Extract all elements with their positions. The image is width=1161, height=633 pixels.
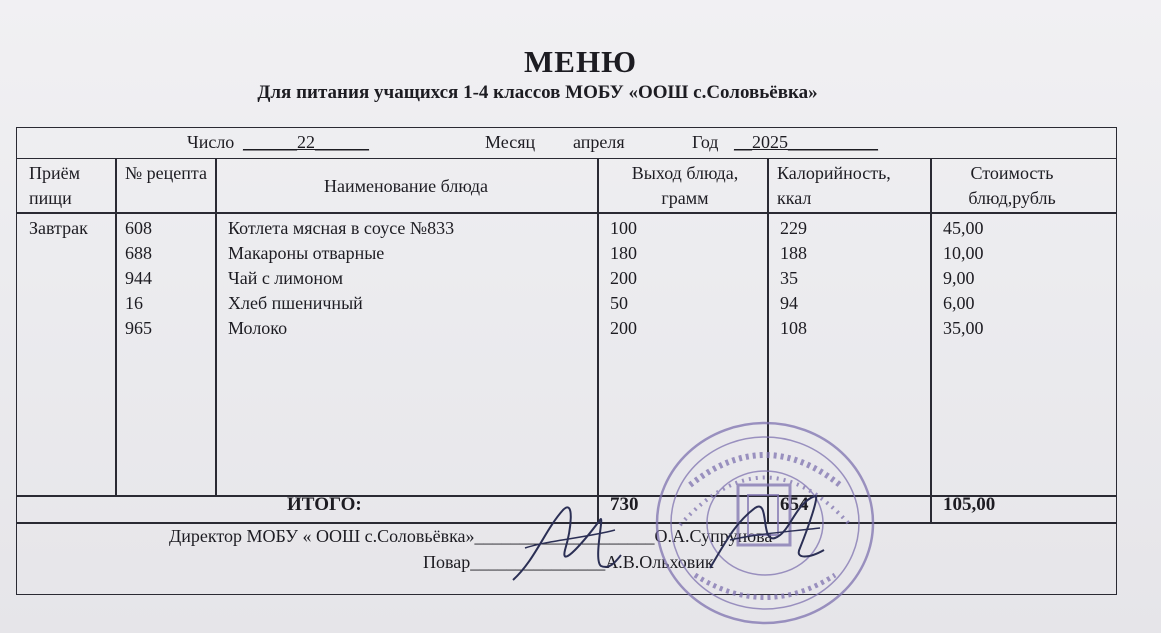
cost-value: 45,00 (943, 218, 984, 238)
calories-column (780, 216, 807, 341)
cook-signature-line (423, 552, 714, 573)
yield-value: 200 (610, 268, 637, 288)
column-divider (215, 158, 217, 495)
day-value: ______22______ (243, 132, 369, 152)
day-label: Число (187, 132, 235, 152)
recipe-number: 944 (125, 268, 152, 288)
calories-value: 35 (780, 268, 798, 288)
dish-name: Молоко (228, 318, 288, 338)
header-divider (17, 212, 1116, 214)
cook-title: Повар (423, 552, 471, 572)
yield-value: 180 (610, 243, 637, 263)
dish-name: Чай с лимоном (228, 268, 343, 288)
column-divider (115, 158, 117, 495)
total-bottom-divider (17, 522, 1116, 524)
page-subtitle: Для питания учащихся 1-4 классов МОБУ «ООШ с.Соловьёвка» (257, 82, 818, 103)
cook-blank: _______________ (470, 552, 606, 572)
dish-column (228, 216, 454, 341)
total-cost: 105,00 (943, 494, 996, 515)
month-label: Месяц (485, 132, 536, 152)
director-name: О.А.Супрунова (654, 526, 773, 546)
recipe-column (125, 216, 152, 341)
cost-value: 35,00 (943, 318, 984, 338)
cook-name: А.В.Ольховик (605, 552, 714, 572)
year-label: Год (692, 132, 719, 152)
dish-name: Макароны отварные (228, 243, 385, 263)
calories-value: 94 (780, 293, 798, 313)
date-line (17, 128, 1116, 159)
header-cost: Стоимость блюд,рубль (968, 163, 1056, 208)
yield-value: 200 (610, 318, 637, 338)
header-yield: Выход блюда, грамм (631, 163, 739, 208)
yield-column (610, 216, 637, 341)
recipe-number: 965 (125, 318, 152, 338)
page-title: МЕНЮ (524, 44, 637, 79)
cost-column (943, 216, 984, 341)
total-calories: 654 (780, 494, 809, 515)
director-signature-line (169, 526, 772, 547)
director-blank: ____________________ (474, 526, 655, 546)
total-yield: 730 (610, 494, 639, 515)
month-value: апреля (573, 132, 625, 152)
header-meal: Приём пищи (29, 163, 81, 208)
cost-value: 10,00 (943, 243, 984, 263)
cost-value: 6,00 (943, 293, 975, 313)
meal-name: Завтрак (29, 218, 88, 238)
director-title: Директор МОБУ « ООШ с.Соловьёвка» (169, 526, 475, 546)
yield-value: 50 (610, 293, 628, 313)
menu-sheet (16, 127, 1117, 595)
recipe-number: 608 (125, 218, 152, 238)
recipe-number: 688 (125, 243, 152, 263)
yield-value: 100 (610, 218, 637, 238)
dish-name: Хлеб пшеничный (228, 293, 363, 313)
dish-name: Котлета мясная в соусе №833 (228, 218, 455, 238)
calories-value: 229 (780, 218, 807, 238)
header-dish: Наименование блюда (323, 176, 488, 196)
header-calories: Калорийность, ккал (777, 163, 891, 208)
total-label: ИТОГО: (287, 494, 362, 515)
calories-value: 188 (780, 243, 807, 263)
header-recipe: № рецепта (125, 163, 207, 183)
year-value: __2025__________ (734, 132, 878, 152)
recipe-number: 16 (125, 293, 143, 313)
calories-value: 108 (780, 318, 807, 338)
cost-value: 9,00 (943, 268, 975, 288)
